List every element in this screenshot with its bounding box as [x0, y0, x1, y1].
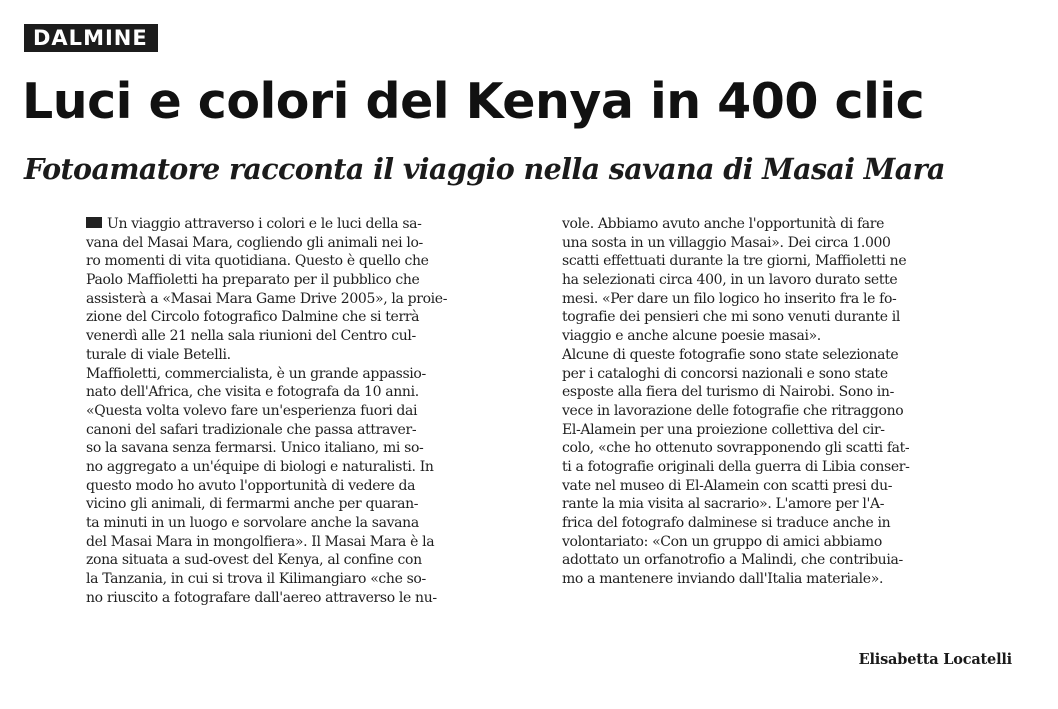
- body-line: [86, 514, 544, 533]
- body-line-text: zione del Circolo fotografico Dalmine che si terrà: [86, 309, 420, 326]
- body-line-text: vate nel museo di El-Alamein con scatti presi du-: [562, 477, 893, 494]
- body-line: [562, 290, 1020, 309]
- body-line-text: vicino gli animali, di fermarmi anche per quaran-: [86, 496, 419, 513]
- body-line-text: ha selezionati circa 400, in un lavoro durato sette: [562, 272, 898, 289]
- body-line-text: rante la mia visita al sacrario». L'amore per l'A-: [562, 496, 885, 513]
- body-line: [562, 495, 1020, 514]
- body-line: [86, 570, 544, 589]
- body-line-text: una sosta in un villaggio Masai». Dei circa 1.000: [562, 234, 891, 251]
- paragraph-marker-icon: [86, 217, 102, 228]
- body-line-text: vece in lavorazione delle fotografie che ritraggono: [562, 402, 904, 419]
- body-line-text: viaggio e anche alcune poesie masai».: [562, 328, 821, 345]
- body-line-text: El-Alamein per una proiezione collettiva del cir-: [562, 421, 885, 438]
- body-line: [86, 551, 544, 570]
- body-line-text: no aggregato a un'équipe di biologi e naturalisti. In: [86, 458, 434, 475]
- body-column-left: [86, 215, 544, 607]
- body-line-text: la Tanzania, in cui si trova il Kilimangiaro «che so-: [86, 571, 426, 588]
- body-line-text: scatti effettuati durante la tre giorni, Maffioletti ne: [562, 253, 907, 270]
- body-line-text: ti a fotografie originali della guerra di Libia conser-: [562, 458, 910, 475]
- body-line: [562, 421, 1020, 440]
- body-line: [562, 234, 1020, 253]
- body-line-text: ta minuti in un luogo e sorvolare anche la savana: [86, 515, 419, 531]
- body-line-text: nato dell'Africa, che visita e fotografa da 10 anni.: [86, 384, 419, 401]
- body-line: [562, 402, 1020, 421]
- body-line: [562, 215, 1020, 234]
- body-line-text: tografie dei pensieri che mi sono venuti durante il: [562, 309, 901, 326]
- body-line-text: Paolo Maffioletti ha preparato per il pubblico che: [86, 272, 420, 289]
- body-line-text: questo modo ho avuto l'opportunità di vedere da: [86, 477, 416, 494]
- body-line-text: no riuscito a fotografare dall'aereo attraverso le nu-: [86, 589, 437, 606]
- body-line-text: zona situata a sud-ovest del Kenya, al confine con: [86, 552, 422, 569]
- body-line: [562, 308, 1020, 327]
- body-line-text: venerdì alle 21 nella sala riunioni del Centro cul-: [86, 328, 416, 345]
- body-line: [562, 271, 1020, 290]
- body-line: [86, 234, 544, 253]
- body-line: [562, 346, 1020, 365]
- body-line: [562, 252, 1020, 271]
- body-line: [86, 458, 544, 477]
- body-line-text: Maffioletti, commercialista, è un grande appassio-: [86, 365, 426, 382]
- body-line-text: canoni del safari tradizionale che passa attraver-: [86, 421, 417, 438]
- body-line-text: mesi. «Per dare un filo logico ho inserito fra le fo-: [562, 290, 897, 307]
- body-line-text: esposte alla fiera del turismo di Nairobi. Sono in-: [562, 384, 894, 401]
- body-line: [562, 383, 1020, 402]
- body-line-text: del Masai Mara in mongolfiera». Il Masai Mara è la: [86, 533, 435, 550]
- body-line: [86, 365, 544, 384]
- body-line: [562, 477, 1020, 496]
- body-line: [86, 346, 544, 365]
- body-line: [86, 308, 544, 327]
- body-line: [562, 327, 1020, 346]
- body-line-text: assisterà a «Masai Mara Game Drive 2005», la proie-: [86, 290, 448, 307]
- byline: Elisabetta Locatelli: [858, 651, 1012, 668]
- body-line: [86, 495, 544, 514]
- body-line: [86, 215, 544, 234]
- body-line-text: Alcune di queste fotografie sono state selezionate: [562, 346, 899, 363]
- body-line-text: volontariato: «Con un gruppo di amici abbiamo: [562, 533, 882, 550]
- body-line-text: frica del fotografo dalminese si traduce anche in: [562, 515, 891, 531]
- body-line: [86, 290, 544, 309]
- body-line: [562, 439, 1020, 458]
- body-line: [86, 271, 544, 290]
- body-line: [86, 439, 544, 458]
- section-kicker: DALMINE: [24, 24, 158, 52]
- body-line: [86, 421, 544, 440]
- body-line-text: vana del Masai Mara, cogliendo gli animali nei lo-: [86, 234, 423, 251]
- body-line-text: colo, «che ho ottenuto sovrapponendo gli scatti fat-: [562, 440, 910, 457]
- body-line-text: vole. Abbiamo avuto anche l'opportunità di fare: [562, 216, 885, 232]
- subheadline: Fotoamatore racconta il viaggio nella savana di Masai Mara: [24, 152, 945, 186]
- body-line-text: so la savana senza fermarsi. Unico italiano, mi so-: [86, 440, 424, 457]
- body-line: [86, 533, 544, 552]
- body-line: [86, 327, 544, 346]
- body-line-text: per i cataloghi di concorsi nazionali e sono state: [562, 365, 888, 382]
- body-line-text: «Questa volta volevo fare un'esperienza fuori dai: [86, 402, 418, 419]
- body-line-text: turale di viale Betelli.: [86, 346, 231, 363]
- body-column-right: [562, 215, 1020, 589]
- body-line: [562, 533, 1020, 552]
- body-line: [562, 458, 1020, 477]
- body-line: [562, 365, 1020, 384]
- body-line-text: Un viaggio attraverso i colori e le luci della sa-: [107, 216, 422, 232]
- body-line-text: ro momenti di vita quotidiana. Questo è quello che: [86, 253, 429, 270]
- body-line: [562, 551, 1020, 570]
- body-line: [562, 570, 1020, 589]
- body-line: [86, 402, 544, 421]
- body-line-text: adottato un orfanotrofio a Malindi, che contribuia-: [562, 552, 903, 569]
- body-line: [86, 477, 544, 496]
- body-line: [562, 514, 1020, 533]
- body-line-text: mo a mantenere inviando dall'Italia materiale».: [562, 571, 884, 588]
- headline: Luci e colori del Kenya in 400 clic: [22, 73, 925, 130]
- body-line: [86, 383, 544, 402]
- body-line: [86, 252, 544, 271]
- body-line: [86, 589, 544, 608]
